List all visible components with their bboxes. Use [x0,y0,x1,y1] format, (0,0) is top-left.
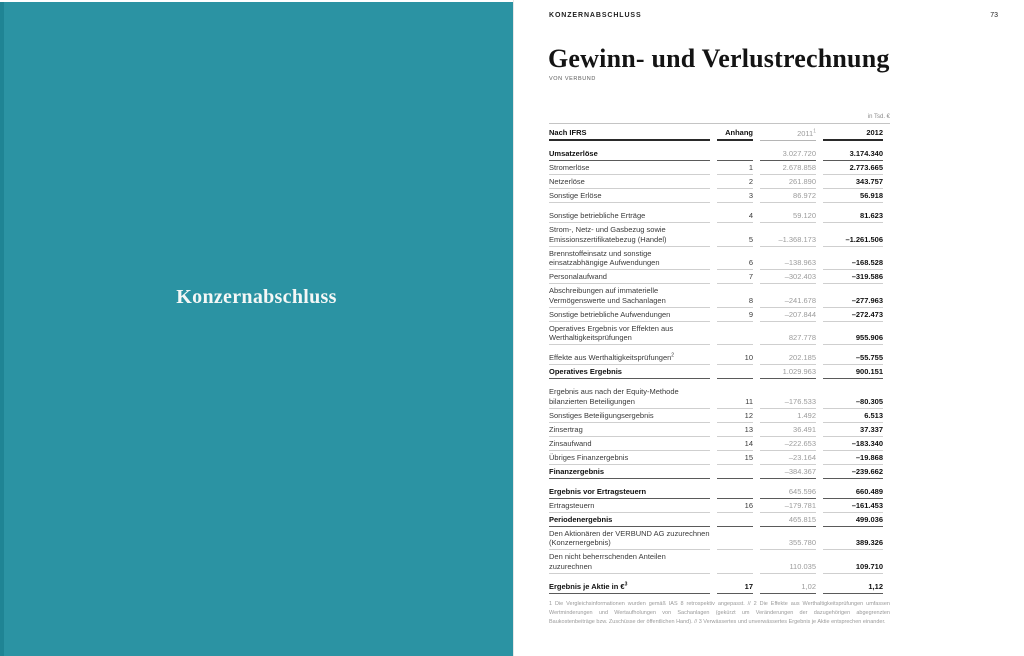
row-value-2012: –55.755 [823,351,883,365]
row-label: Den nicht beherrschenden Anteilen zuzurechnen [549,550,710,574]
table-header-row [549,126,883,141]
row-anhang: 1 [717,161,753,175]
row-anhang [717,365,753,379]
running-header: KONZERNABSCHLUSS [549,12,642,19]
row-value-2011: 36.491 [760,423,816,437]
row-value-2011: 645.596 [760,485,816,499]
table-row [549,485,883,499]
row-anhang: 8 [717,284,753,308]
row-label: Zinsaufwand [549,437,710,451]
table-row [549,189,883,203]
row-value-2011: –302.403 [760,270,816,284]
table-row [549,308,883,322]
row-value-2011: 86.972 [760,189,816,203]
row-value-2012: 3.174.340 [823,147,883,161]
table-row [549,499,883,513]
row-anhang: 7 [717,270,753,284]
row-label: Effekte aus Werthaltigkeitsprüfungen$^2$ [549,351,710,365]
row-value-2011: –1.368.173 [760,223,816,247]
row-value-2011: 261.890 [760,175,816,189]
row-value-2012: –19.868 [823,451,883,465]
table-row [549,322,883,346]
row-value-2012: –272.473 [823,308,883,322]
row-value-2011: –176.533 [760,385,816,409]
row-value-2012: 343.757 [823,175,883,189]
row-anhang: 6 [717,247,753,271]
row-value-2011: –384.367 [760,465,816,479]
row-value-2011: 827.778 [760,322,816,346]
row-value-2011: –179.781 [760,499,816,513]
row-label: Finanzergebnis [549,465,710,479]
row-label: Ergebnis je Aktie in €$^3$ [549,580,710,594]
row-value-2012: –239.662 [823,465,883,479]
row-value-2012: –161.453 [823,499,883,513]
row-anhang: 13 [717,423,753,437]
row-label: Zinsertrag [549,423,710,437]
chapter-title: Konzernabschluss [176,286,337,308]
row-anhang: 11 [717,385,753,409]
table-row [549,175,883,189]
row-anhang [717,465,753,479]
table-row [549,161,883,175]
row-value-2012: 6.513 [823,409,883,423]
table-row [549,147,883,161]
footnote-text: 1 Die Vergleichsinformationen wurden gemäß IAS 8 retrospektiv angepasst. // 2 Die Effekte aus Werthaltigkeitsprüfungen umfassen Wertminderungen und Wertaufholungen von Sachanlagen (gekürzt um Veränderungen der dazugehörigen abgegrenzten Baukostenbeiträge bzw. Zuschüsse der öffentlichen Hand). // 3 Verwässertes und unverwässertes Ergebnis je Aktie entsprechen einander. [549,600,890,625]
row-label: Sonstige betriebliche Aufwendungen [549,308,710,322]
row-anhang: 9 [717,308,753,322]
row-value-2011: 1,02 [760,580,816,594]
row-value-2012: 499.036 [823,513,883,527]
row-label: Personalaufwand [549,270,710,284]
row-value-2012: –80.305 [823,385,883,409]
row-anhang: 5 [717,223,753,247]
row-anhang: 12 [717,409,753,423]
row-anhang [717,485,753,499]
income-table-body [549,141,883,594]
row-label: Operatives Ergebnis vor Effekten aus Werthaltigkeitsprüfungen [549,322,710,346]
table-unit-label: in Tsd. € [549,114,890,124]
row-anhang: 14 [717,437,753,451]
table-row [549,513,883,527]
row-label: Abschreibungen auf immaterielle Vermögenswerte und Sachanlagen [549,284,710,308]
row-label: Ergebnis vor Ertragsteuern [549,485,710,499]
row-label: Sonstige betriebliche Erträge [549,209,710,223]
row-anhang [717,527,753,551]
chapter-divider-page [0,2,513,656]
row-value-2011: 1.492 [760,409,816,423]
row-value-2012: 37.337 [823,423,883,437]
row-value-2011: 110.035 [760,550,816,574]
row-anhang: 3 [717,189,753,203]
row-value-2011: –222.653 [760,437,816,451]
row-value-2011: 59.120 [760,209,816,223]
table-row [549,527,883,551]
row-anhang: 10 [717,351,753,365]
table-row [549,223,883,247]
footnote-marker: 3 [624,581,628,587]
row-value-2012: 389.326 [823,527,883,551]
row-label: Stromerlöse [549,161,710,175]
row-value-2012: –1.261.506 [823,223,883,247]
row-anhang: 4 [717,209,753,223]
content-page [513,0,1024,656]
table-row [549,437,883,451]
row-value-2012: 660.489 [823,485,883,499]
row-value-2012: –277.963 [823,284,883,308]
table-row [549,270,883,284]
row-label: Netzerlöse [549,175,710,189]
column-header-nach-ifrs: Nach IFRS [549,126,710,141]
row-anhang: 17 [717,580,753,594]
row-label: Sonstige Erlöse [549,189,710,203]
income-statement-table [542,126,890,594]
row-value-2011: 3.027.720 [760,147,816,161]
row-label: Operatives Ergebnis [549,365,710,379]
footnote-marker: 1 [813,128,816,135]
row-anhang: 2 [717,175,753,189]
row-label: Ertragsteuern [549,499,710,513]
row-value-2012: 109.710 [823,550,883,574]
row-value-2012: 56.918 [823,189,883,203]
column-header-2011: 2011$^1$ [760,126,816,141]
row-value-2011: –207.844 [760,308,816,322]
footnote-marker: 2 [671,352,675,359]
row-anhang: 15 [717,451,753,465]
row-anhang [717,147,753,161]
page-number: 73 [990,12,998,19]
table-row [549,209,883,223]
row-value-2012: 1,12 [823,580,883,594]
row-anhang: 16 [717,499,753,513]
table-row [549,385,883,409]
row-label: Sonstiges Beteiligungsergebnis [549,409,710,423]
page-spine-edge [0,2,4,656]
table-row [549,580,883,594]
row-value-2012: 955.906 [823,322,883,346]
page-title: Gewinn- und Verlustrechnung [548,44,890,73]
row-label: Periodenergebnis [549,513,710,527]
row-anhang [717,550,753,574]
row-value-2011: –241.678 [760,284,816,308]
row-value-2012: –183.340 [823,437,883,451]
row-value-2011: 202.185 [760,351,816,365]
row-label: Übriges Finanzergebnis [549,451,710,465]
row-value-2011: 465.815 [760,513,816,527]
column-header-anhang: Anhang [717,126,753,141]
table-row [549,365,883,379]
row-value-2012: –319.586 [823,270,883,284]
row-value-2011: 2.678.858 [760,161,816,175]
table-row [549,465,883,479]
table-row [549,247,883,271]
table-row [549,409,883,423]
row-anhang [717,322,753,346]
row-label: Strom-, Netz- und Gasbezug sowie Emissionszertifikatebezug (Handel) [549,223,710,247]
row-anhang [717,513,753,527]
row-value-2011: –23.164 [760,451,816,465]
column-header-2012: 2012 [823,126,883,141]
table-row [549,451,883,465]
row-label: Den Aktionären der VERBUND AG zuzurechnen (Konzernergebnis) [549,527,710,551]
page-seam [513,0,514,656]
income-statement [549,114,890,627]
table-row [549,284,883,308]
table-row [549,550,883,574]
row-value-2012: –168.528 [823,247,883,271]
table-row [549,423,883,437]
page-subtitle: VON VERBUND [549,76,596,82]
row-label: Ergebnis aus nach der Equity-Methode bilanzierten Beteiligungen [549,385,710,409]
row-value-2011: –138.963 [760,247,816,271]
row-label: Umsatzerlöse [549,147,710,161]
row-value-2011: 1.029.963 [760,365,816,379]
row-value-2012: 2.773.665 [823,161,883,175]
table-row [549,351,883,365]
row-label: Brennstoffeinsatz und sonstige einsatzabhängige Aufwendungen [549,247,710,271]
row-value-2012: 900.151 [823,365,883,379]
row-value-2012: 81.623 [823,209,883,223]
row-value-2011: 355.780 [760,527,816,551]
